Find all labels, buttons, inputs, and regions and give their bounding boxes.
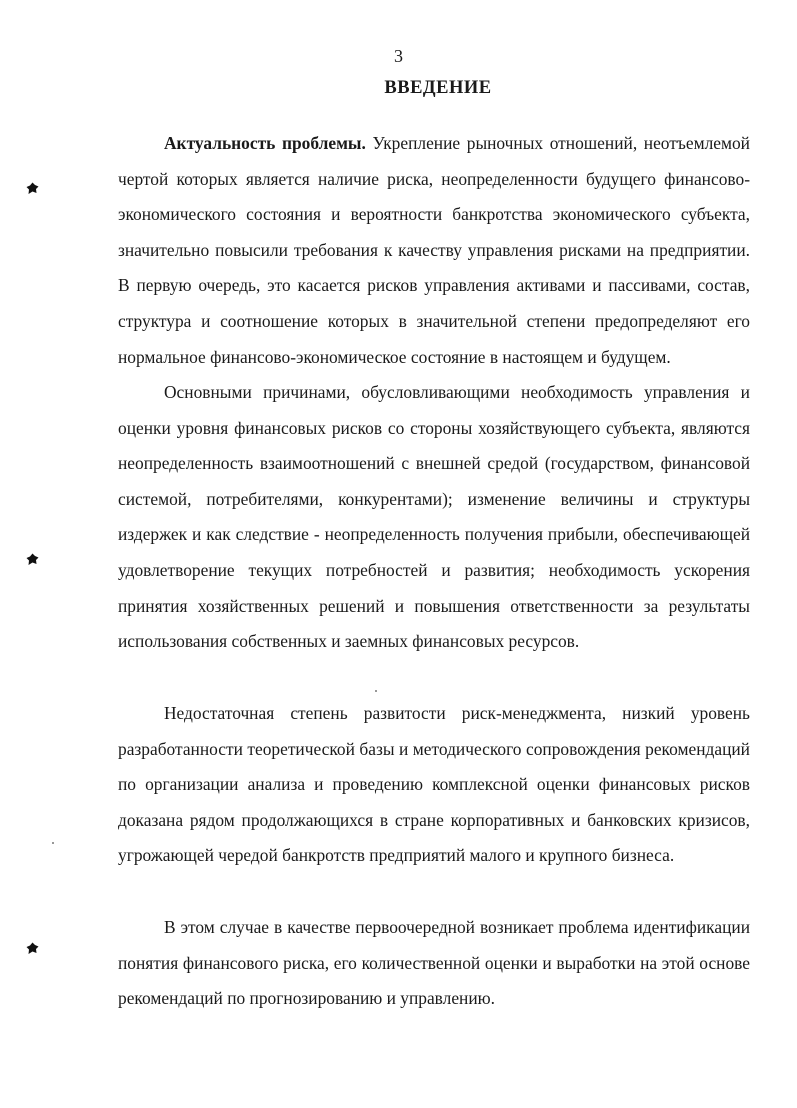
paragraph-text: Основными причинами, обусловливающими необходимость управления и оценки уровня финансовых рисков со стороны хозяйствующего субъекта, являются неопределенность взаимоотношений с внешней средой (государством, финансовой системой, потребителями, конкурентами); изменение величины и структуры издержек и как следствие - неопределенность получения прибыли, обеспечивающей удовлетворение текущих потребностей и развития; необходимость ускорения принятия хозяйственных решений и повышения ответственности за результаты использования собственных и заемных финансовых ресурсов.: [118, 382, 750, 652]
binding-hole-mark-icon: [26, 942, 39, 955]
scan-speck: [375, 690, 377, 692]
paragraph-text: Недостаточная степень развитости риск-менеджмента, низкий уровень разработанности теоретической базы и методического сопровождения рекомендаций по организации анализа и проведению комплексной оценки финансовых рисков доказана рядом продолжающихся в стране корпоративных и банковских кризисов, угрожающей чередой банкротств предприятий малого и крупного бизнеса.: [118, 703, 750, 866]
binding-hole-mark-icon: [26, 182, 39, 195]
paragraph-text: В этом случае в качестве первоочередной возникает проблема идентификации понятия финансового риска, его количественной оценки и выработки на этой основе рекомендаций по прогнозированию и управлению.: [118, 917, 750, 1009]
page-number: 3: [394, 46, 403, 66]
paragraph-problem: [118, 910, 750, 1017]
paragraph-text: Укрепление рыночных отношений, неотъемлемой чертой которых является наличие риска, неопределенности будущего финансово-экономического состояния и вероятности банкротства экономического субъекта, значительно повысили требования к качеству управления рисками на предприятии. В первую очередь, это касается рисков управления активами и пассивами, состав, структура и соотношение которых в значительной степени предопределяют его нормальное финансово-экономическое состояние в настоящем и будущем.: [118, 133, 750, 367]
paragraph-relevance: [118, 126, 750, 375]
page-title: ВВЕДЕНИЕ: [384, 78, 492, 98]
paragraph-lead: Актуальность проблемы.: [164, 133, 366, 153]
paragraph-causes: [118, 375, 750, 660]
scan-speck: [52, 842, 54, 844]
binding-hole-mark-icon: [26, 553, 39, 566]
paragraph-risk-management: [118, 696, 750, 874]
